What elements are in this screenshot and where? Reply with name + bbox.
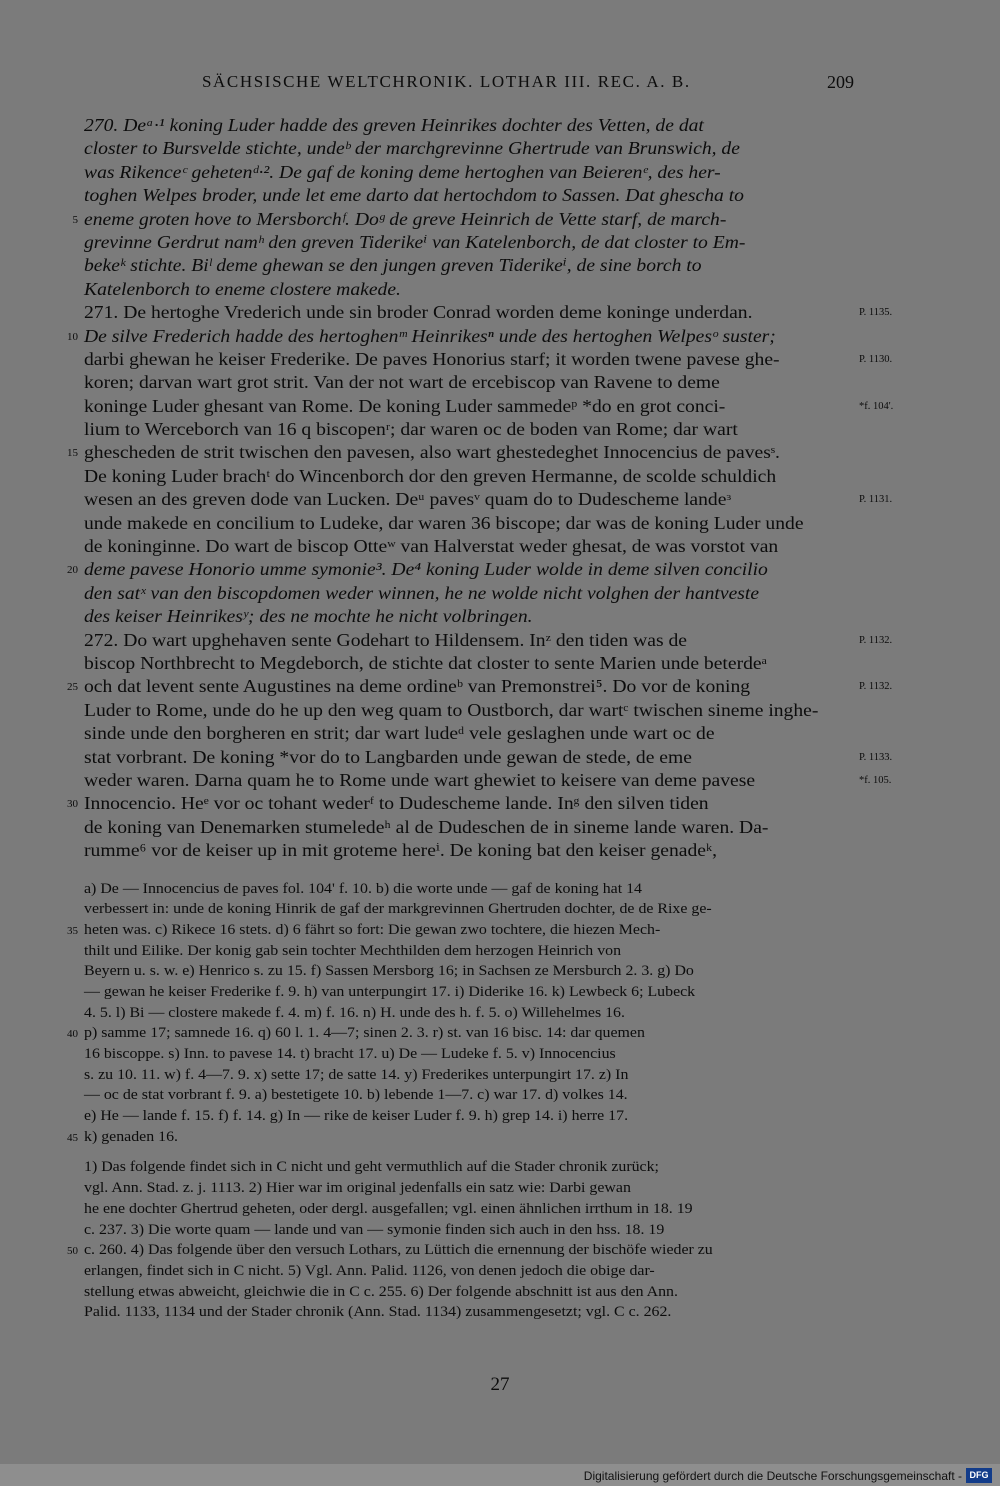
line-text: grevinne Gerdrut namʰ den greven Tiderikeⁱ van Katelenborch, de dat closter to Em- (84, 231, 746, 252)
line-text: de koninginne. Do wart de biscop Otteʷ van Halverstat weder ghesat, de was vorstot van (84, 536, 779, 557)
line-text: c. 237. 3) Die worte quam — lande und van — symonie finden sich auch in den hss. 18. 19 (84, 1221, 665, 1238)
main-text-line (84, 371, 854, 394)
main-text-line (84, 231, 854, 254)
line-text: heten was. c) Rikece 16 stets. d) 6 fährt so fort: Die gewan zwo tochtere, die hiezen Mech- (84, 921, 661, 938)
margin-reference: *f. 104'. (859, 400, 894, 412)
line-text: darbi ghewan he keiser Frederike. De paves Honorius starf; it worden twene pavese ghe- (84, 348, 780, 369)
line-text: 16 biscoppe. s) Inn. to pavese 14. t) bracht 17. u) De — Ludeke f. 5. v) Innocencius (84, 1046, 616, 1062)
main-text-line (84, 348, 893, 371)
line-text: 4. 5. l) Bi — clostere makede f. 4. m) f. 16. n) H. unde des h. f. 5. o) Willehelmes 16. (84, 1004, 625, 1021)
line-text: c. 260. 4) Das folgende über den versuch Lothars, zu Lüttich die ernennung der bischöfe wieder zu (84, 1242, 713, 1259)
dfg-logo: DFG (966, 1468, 992, 1483)
line-number: 35 (67, 924, 78, 937)
line-number: 10 (67, 330, 78, 343)
note-line (84, 1220, 854, 1241)
line-text: weder waren. Darna quam he to Rome unde wart ghewiet to keisere van deme pavese (84, 769, 756, 790)
note-line (84, 1157, 854, 1178)
apparatus-line (84, 1065, 854, 1086)
line-text: erlangen, findet sich in C nicht. 5) Vgl. Ann. Palid. 1126, von denen jedoch die obige dar- (84, 1262, 655, 1279)
note-line (67, 1240, 854, 1261)
line-text: sinde unde den borgheren en strit; dar wart ludeᵈ vele geslaghen unde wart oc de (84, 723, 715, 744)
line-text: verbessert in: unde de koning Hinrik de gaf der markgrevinnen Ghertruden dochter, de de Rixe ge- (84, 901, 712, 918)
line-text: biscop Northbrecht to Megdeborch, de stichte dat closter to sente Marien unde beterdeᵃ (84, 652, 767, 673)
line-text: deme pavese Honorio umme symonie³. De⁴ koning Luder wolde in deme silven concilio (84, 559, 768, 580)
main-text-line (84, 278, 854, 301)
line-number: 30 (67, 798, 78, 811)
line-text: 271. De hertoghe Vrederich unde sin broder Conrad worden deme koninge underdan. (84, 302, 753, 323)
margin-reference: P. 1132. (859, 634, 893, 646)
margin-reference: *f. 105. (859, 774, 892, 786)
main-text-line (67, 441, 854, 464)
main-text-line (84, 488, 893, 511)
note-line (84, 1178, 854, 1199)
main-text-line (84, 582, 854, 605)
line-number: 45 (67, 1131, 78, 1144)
line-text: p) samme 17; samnede 16. q) 60 l. 1. 4—7; sinen 2. 3. r) st. van 16 bisc. 14: dar quemen (84, 1025, 645, 1042)
main-text-line (84, 769, 892, 792)
line-text: koninge Luder ghesant van Rome. De koning Luder sammedeᵖ *do en grot conci- (84, 395, 726, 416)
main-text-line (84, 418, 854, 441)
main-text-line (84, 535, 854, 558)
main-text-line (84, 512, 854, 535)
line-text: a) De — Innocencius de paves fol. 104' f. 10. b) die worte unde — gaf de koning hat 14 (84, 880, 642, 897)
line-text: closter to Bursvelde stichte, undeᵇ der marchgrevinne Ghertrude van Brunswich, de (84, 138, 740, 159)
line-text: vgl. Ann. Stad. z. j. 1113. 2) Hier war im original jedenfalls ein satz wie: Darbi gewan (84, 1180, 631, 1197)
main-text-line (67, 792, 854, 815)
apparatus-line (84, 1044, 854, 1065)
footer-bar (0, 1464, 1000, 1486)
apparatus-line (84, 899, 854, 920)
main-text-line (84, 254, 854, 277)
signature-mark: 27 (490, 1374, 510, 1395)
main-text-line (84, 395, 894, 418)
line-text: s. zu 10. 11. w) f. 4—7. 9. x) sette 17; de satte 14. y) Frederikes unterpungirt 17. z) In (84, 1066, 629, 1083)
line-number: 25 (67, 681, 78, 694)
line-text: k) genaden 16. (84, 1128, 178, 1145)
main-text-line (67, 675, 893, 698)
funding-credit: Digitalisierung gefördert durch die Deutsche Forschungsgemeinschaft - (583, 1469, 962, 1483)
note-line (84, 1199, 854, 1220)
line-text: koren; darvan wart grot strit. Van der not wart de ercebiscop van Ravene to deme (84, 372, 720, 393)
line-text: rumme⁶ vor de keiser up in mit groteme hereⁱ. De koning bat den keiser genadeᵏ, (84, 840, 718, 861)
line-text: De koning Luder brachᵗ do Wincenborch dor den greven Hermanne, de scolde schuldich (84, 465, 777, 486)
explanatory-notes (67, 1157, 854, 1323)
note-line (84, 1282, 854, 1303)
apparatus-line (67, 920, 854, 941)
running-header (84, 72, 854, 98)
main-text-line (84, 839, 854, 862)
margin-reference: P. 1133. (859, 751, 893, 763)
line-number: 50 (67, 1245, 78, 1258)
line-text: Innocencio. Heᵉ vor oc tohant wederᶠ to Dudescheme lande. Inᵍ den silven tiden (84, 793, 709, 814)
margin-reference: P. 1132. (859, 681, 893, 693)
margin-reference: P. 1131. (859, 494, 893, 506)
main-text-line (84, 465, 854, 488)
line-text: Palid. 1133, 1134 und der Stader chronik (Ann. Stad. 1134) zusammengesetzt; vgl. C c. 262. (84, 1304, 672, 1321)
critical-apparatus (67, 879, 854, 1148)
main-text-line (84, 816, 854, 839)
line-text: he ene dochter Ghertrud geheten, oder dergl. ausgefallen; vgl. einen ähnlichen irrthum in 18. 19 (84, 1200, 693, 1217)
main-text-line (84, 161, 854, 184)
page-number: 209 (827, 72, 854, 92)
line-text: was Rikenceᶜ gehetenᵈ·². De gaf de koning deme hertoghen van Beierenᵉ, des her- (84, 161, 721, 182)
line-text: thilt und Eilike. Der konig gab sein tochter Mechthilden dem herzogen Heinrich von (84, 942, 622, 959)
line-text: ghescheden de strit twischen den pavesen, also wart ghestedeghet Innocencius de pavesˢ. (84, 442, 780, 463)
main-text-line (67, 558, 854, 581)
line-text: e) He — lande f. 15. f) f. 14. g) In — rike de keiser Luder f. 9. h) grep 14. i) herre 17. (84, 1108, 629, 1125)
margin-reference: P. 1135. (859, 307, 893, 319)
apparatus-line (84, 961, 854, 982)
apparatus-line (84, 879, 854, 900)
main-text-line (84, 114, 854, 137)
line-text: lium to Werceborch van 16 q biscopenʳ; dar waren oc de boden van Rome; dar wart (84, 419, 738, 440)
main-text-line (84, 629, 893, 652)
line-text: Katelenborch to eneme clostere makede. (84, 278, 401, 299)
main-text-line (67, 325, 854, 348)
line-text: den satˣ van den biscopdomen weder winnen, he ne wolde nicht volghen der hantveste (84, 582, 760, 603)
line-number: 40 (67, 1028, 78, 1041)
apparatus-line (84, 1003, 854, 1024)
line-text: unde makede en concilium to Ludeke, dar waren 36 biscope; dar was de koning Luder unde (84, 512, 804, 533)
note-line (84, 1302, 854, 1323)
line-text: de koning van Denemarken stumeledeʰ al de Dudeschen de in sineme lande waren. Da- (84, 816, 769, 837)
main-text (67, 114, 894, 863)
margin-reference: P. 1130. (859, 353, 893, 365)
main-text-line (84, 184, 854, 207)
main-text-line (84, 137, 854, 160)
running-title: SÄCHSISCHE WELTCHRONIK. LOTHAR III. REC. A. B. (202, 72, 691, 91)
main-text-line (84, 722, 854, 745)
note-line (84, 1261, 854, 1282)
main-text-line (84, 301, 893, 324)
page-body (67, 114, 894, 1323)
line-text: — gewan he keiser Frederike f. 9. h) van unterpungirt 17. i) Diderike 16. k) Lewbeck 6; Lubeck (84, 983, 696, 1000)
line-text: 272. Do wart upghehaven sente Godehart to Hildensem. Inᶻ den tiden was de (84, 629, 688, 650)
line-text: stat vorbrant. De koning *vor do to Langbarden unde gewan de stede, de eme (84, 746, 692, 767)
line-number: 20 (67, 564, 78, 577)
main-text-line (84, 652, 854, 675)
line-text: eneme groten hove to Mersborchᶠ. Doᵍ de greve Heinrich de Vette starf, de march- (84, 208, 727, 229)
apparatus-line (84, 941, 854, 962)
line-text: des keiser Heinrikesʸ; des ne mochte he nicht volbringen. (84, 606, 533, 627)
main-text-line (84, 699, 854, 722)
apparatus-line (84, 1085, 854, 1106)
apparatus-line (84, 982, 854, 1003)
apparatus-line (84, 1106, 854, 1127)
line-text: stellung etwas abweicht, gleichwie die in C c. 255. 6) Der folgende abschnitt ist aus den Ann. (84, 1283, 678, 1300)
line-text: Luder to Rome, unde do he up den weg quam to Oustborch, dar wartᶜ twischen sineme inghe- (84, 699, 819, 720)
line-number: 5 (72, 213, 78, 226)
main-text-line (84, 605, 854, 628)
apparatus-line (67, 1023, 854, 1044)
line-text: 1) Das folgende findet sich in C nicht und geht vermuthlich auf die Stader chronik zurück; (84, 1159, 659, 1176)
line-text: De silve Frederich hadde des hertoghenᵐ Heinrikesⁿ unde des hertoghen Welpesᵒ suster; (84, 325, 776, 346)
line-text: toghen Welpes broder, unde let eme darto dat hertochdom to Sassen. Dat ghescha to (84, 185, 744, 206)
line-text: wesen an des greven dode van Lucken. Deᵘ pavesᵛ quam do to Dudescheme landeᵌ (84, 489, 732, 510)
line-text: 270. Deᵃ·¹ koning Luder hadde des greven Heinrikes dochter des Vetten, de dat (84, 115, 704, 135)
main-text-line (84, 746, 893, 769)
line-text: Beyern u. s. w. e) Henrico s. zu 15. f) Sassen Mersborg 16; in Sachsen ze Mersburch 2. 3. g) Do (84, 963, 694, 980)
line-number: 15 (67, 447, 78, 460)
line-text: — oc de stat vorbrant f. 9. a) bestetigete 10. b) lebende 1—7. c) war 17. d) volkes 14. (84, 1087, 628, 1104)
line-text: bekeᵏ stichte. Biˡ deme ghewan se den jungen greven Tiderikeⁱ, de sine borch to (84, 255, 702, 276)
line-text: och dat levent sente Augustines na deme ordineᵇ van Premonstrei⁵. Do vor de koning (84, 676, 751, 697)
apparatus-line (67, 1127, 854, 1148)
main-text-line (72, 208, 854, 231)
